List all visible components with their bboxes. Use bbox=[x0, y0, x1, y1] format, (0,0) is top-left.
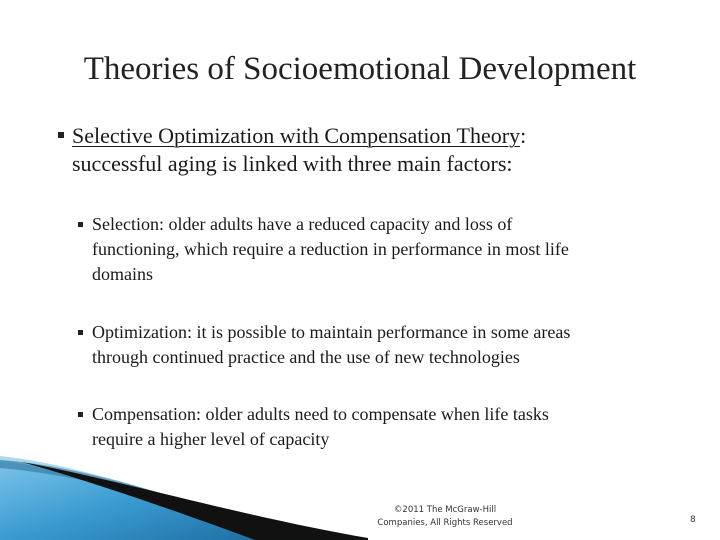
corner-swoosh-decoration bbox=[0, 440, 370, 540]
sub-bullet-marker-1 bbox=[78, 222, 83, 227]
sub-bullet-marker-2 bbox=[78, 330, 83, 335]
sub-bullet-selection bbox=[92, 212, 672, 287]
copyright-line-1: ©2011 The McGraw-Hill bbox=[393, 505, 497, 515]
main-bullet-line-1 bbox=[72, 122, 652, 150]
sub-bullet-line: Optimization: it is possible to maintain performance in some areas bbox=[92, 322, 571, 342]
theory-name: Selective Optimization with Compensation Theory bbox=[72, 123, 521, 148]
main-bullet-text bbox=[72, 122, 652, 178]
copyright-line-2: Companies, All Rights Reserved bbox=[377, 518, 513, 528]
main-bullet-marker bbox=[58, 132, 64, 138]
copyright-notice bbox=[350, 504, 540, 530]
sub-bullet-line: Selection: older adults have a reduced capacity and loss of bbox=[92, 214, 513, 234]
sub-bullet-marker-3 bbox=[78, 412, 83, 417]
sub-bullet-line: domains bbox=[92, 264, 153, 284]
sub-bullet-line: require a higher level of capacity bbox=[92, 429, 330, 449]
sub-bullet-line: through continued practice and the use of new technologies bbox=[92, 347, 520, 367]
theory-colon: : bbox=[520, 123, 527, 148]
slide-title: Theories of Socioemotional Development bbox=[83, 51, 637, 87]
main-bullet-line-2: successful aging is linked with three main factors: bbox=[72, 151, 513, 176]
sub-bullet-optimization bbox=[92, 320, 672, 370]
sub-bullet-line: Compensation: older adults need to compensate when life tasks bbox=[92, 404, 549, 424]
page-number: 8 bbox=[690, 515, 696, 525]
sub-bullet-line: functioning, which require a reduction in performance in most life bbox=[92, 239, 569, 259]
